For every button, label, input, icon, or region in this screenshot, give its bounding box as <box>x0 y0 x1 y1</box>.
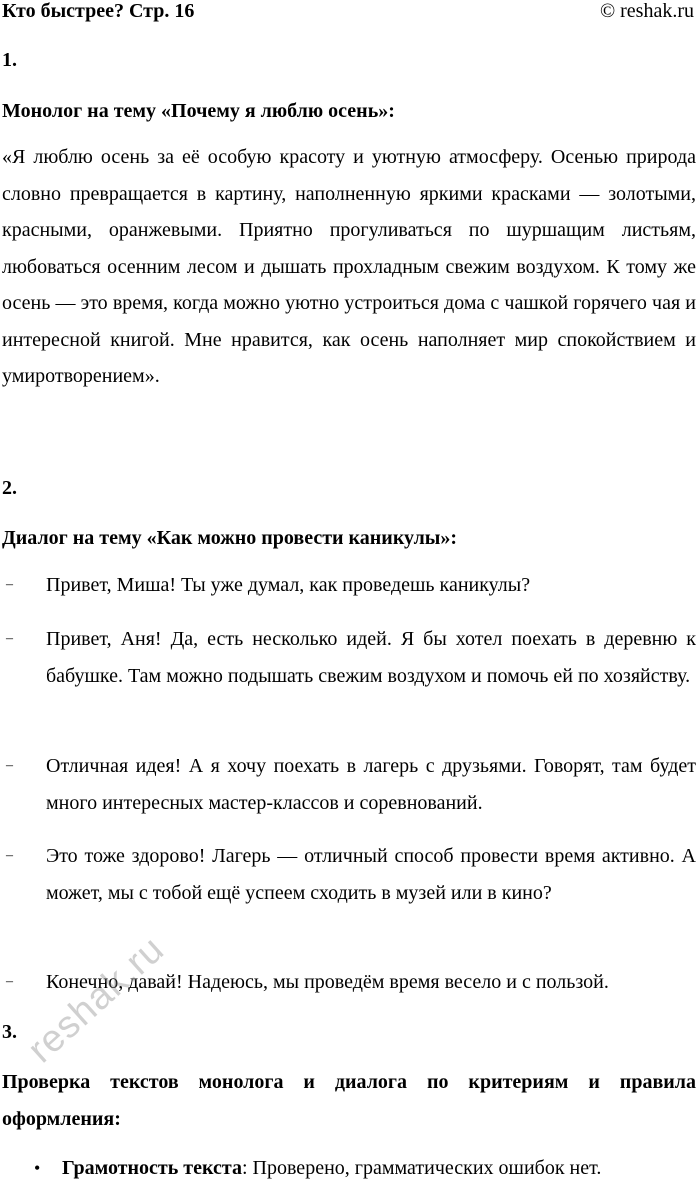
criteria-item-text <box>62 1154 601 1182</box>
page-title: Кто быстрее? Стр. 16 <box>2 0 195 22</box>
watermark: reshak.ru <box>20 927 173 1072</box>
dialog-dash: – <box>6 974 13 989</box>
dialog-line-text: Привет, Миша! Ты уже думал, как проведешь каникулы? <box>46 574 531 596</box>
section-2-heading: Диалог на тему «Как можно провести каникулы»: <box>2 527 458 549</box>
bullet-icon: • <box>34 1158 41 1178</box>
copyright-label: © reshak.ru <box>599 0 694 22</box>
monologue-text: «Я люблю осень за её особую красоту и уютную атмосферу. Осенью природа словно превращается в картину, наполненную яркими красками — золотыми, красными, оранжевыми. Приятно прогуливаться по шуршащим листьям, любоваться осенним лесом и дышать прохладным свежим воздухом. К тому же осень — это время, когда можно уютно устроиться дома с чашкой горячего чая и интересной книгой. Мне нравится, как осень наполняет мир спокойствием и умиротворением». <box>2 146 696 387</box>
criteria-item-title: Грамотность текста <box>62 1157 242 1179</box>
section-3-heading: Проверка текстов монолога и диалога по критериям и правила оформления: <box>2 1071 696 1130</box>
section-1-number: 1. <box>2 49 17 71</box>
dialog-dash: – <box>6 848 13 863</box>
section-3-number: 3. <box>2 1021 17 1043</box>
criteria-item-description: : Проверено, грамматических ошибок нет. <box>241 1157 602 1179</box>
dialog-line-text: Это тоже здорово! Лагерь — отличный способ провести время активно. А может, мы с тобой ещё успеем сходить в музей или в кино? <box>46 845 696 904</box>
dialog-dash: – <box>6 758 13 773</box>
page-header <box>2 0 694 26</box>
dialog-dash: – <box>6 631 13 646</box>
dialog-line-text: Отличная идея! А я хочу поехать в лагерь с друзьями. Говорят, там будет много интересных мастер-классов и соревнований. <box>46 755 696 814</box>
dialog-line-text: Конечно, давай! Надеюсь, мы проведём время весело и с пользой. <box>46 971 609 993</box>
section-2-number: 2. <box>2 477 17 499</box>
section-1-heading: Монолог на тему «Почему я люблю осень»: <box>2 100 395 122</box>
dialog-line-text: Привет, Аня! Да, есть несколько идей. Я бы хотел поехать в деревню к бабушке. Там можно подышать свежим воздухом и помочь ей по хозяйству. <box>46 628 696 687</box>
dialog-dash: – <box>6 577 13 592</box>
